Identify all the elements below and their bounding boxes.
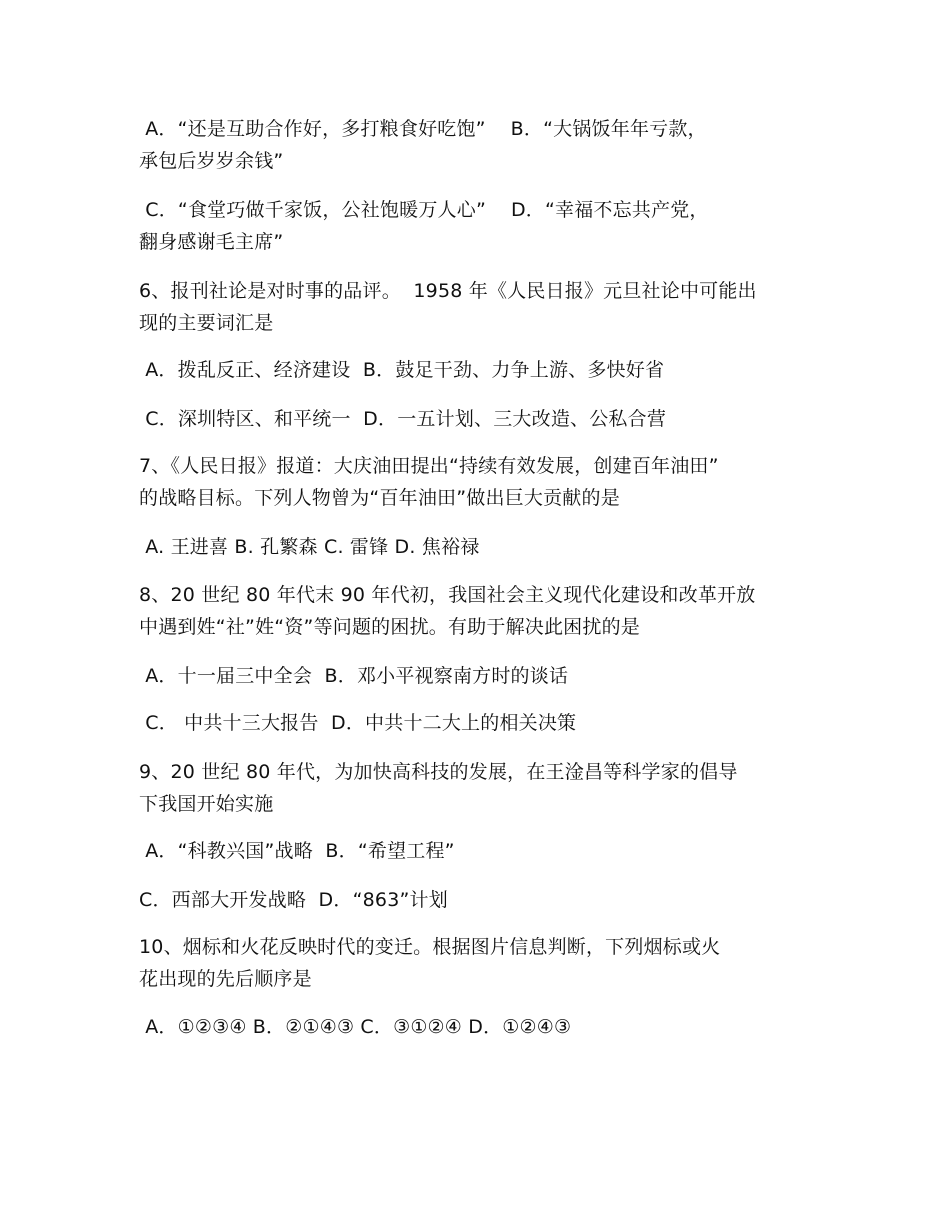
q7-options: A. 王进喜 B. 孔繁森 C. 雷锋 D. 焦裕禄 xyxy=(139,536,480,558)
q8-question-continued: 中遇到姓“社”姓“资”等问题的困扰。有助于解决此困扰的是 xyxy=(139,616,640,638)
q10-options: A．①②③④ B．②①④③ C．③①②④ D．①②④③ xyxy=(139,1016,572,1038)
q5-options-cd: C．“食堂巧做千家饭，公社饱暖万人心” D．“幸福不忘共产党， xyxy=(139,199,709,221)
q5-options-ab: A．“还是互助合作好，多打粮食好吃饱” B．“大锅饭年年亏款， xyxy=(139,118,707,140)
q8-options-ab: A．十一届三中全会 B．邓小平视察南方时的谈话 xyxy=(139,665,569,687)
q7-question: 7、《人民日报》报道：大庆油田提出“持续有效发展，创建百年油田” xyxy=(139,455,719,477)
q6-options-cd: C．深圳特区、和平统一 D．一五计划、三大改造、公私合营 xyxy=(139,408,667,430)
q6-question-continued: 现的主要词汇是 xyxy=(139,312,274,334)
q7-question-continued: 的战略目标。下列人物曾为“百年油田”做出巨大贡献的是 xyxy=(139,487,620,509)
q10-question: 10、烟标和火花反映时代的变迁。根据图片信息判断，下列烟标或火 xyxy=(139,936,721,958)
q9-question: 9、20 世纪 80 年代，为加快高科技的发展，在王淦昌等科学家的倡导 xyxy=(139,761,738,783)
q8-question: 8、20 世纪 80 年代末 90 年代初，我国社会主义现代化建设和改革开放 xyxy=(139,584,756,606)
q5-option-b-continued: 承包后岁岁余钱” xyxy=(139,150,284,172)
q6-question: 6、报刊社论是对时事的品评。 1958 年《人民日报》元旦社论中可能出 xyxy=(139,280,757,302)
q6-options-ab: A．拨乱反正、经济建设 B．鼓足干劲、力争上游、多快好省 xyxy=(139,359,665,381)
q10-question-continued: 花出现的先后顺序是 xyxy=(139,968,312,990)
q9-options-cd: C．西部大开发战略 D．“863”计划 xyxy=(139,889,448,911)
q9-question-continued: 下我国开始实施 xyxy=(139,793,274,815)
q9-options-ab: A．“科教兴国”战略 B．“希望工程” xyxy=(139,840,455,862)
q5-option-d-continued: 翻身感谢毛主席” xyxy=(139,231,284,253)
q8-options-cd: C． 中共十三大报告 D．中共十二大上的相关决策 xyxy=(139,712,577,734)
